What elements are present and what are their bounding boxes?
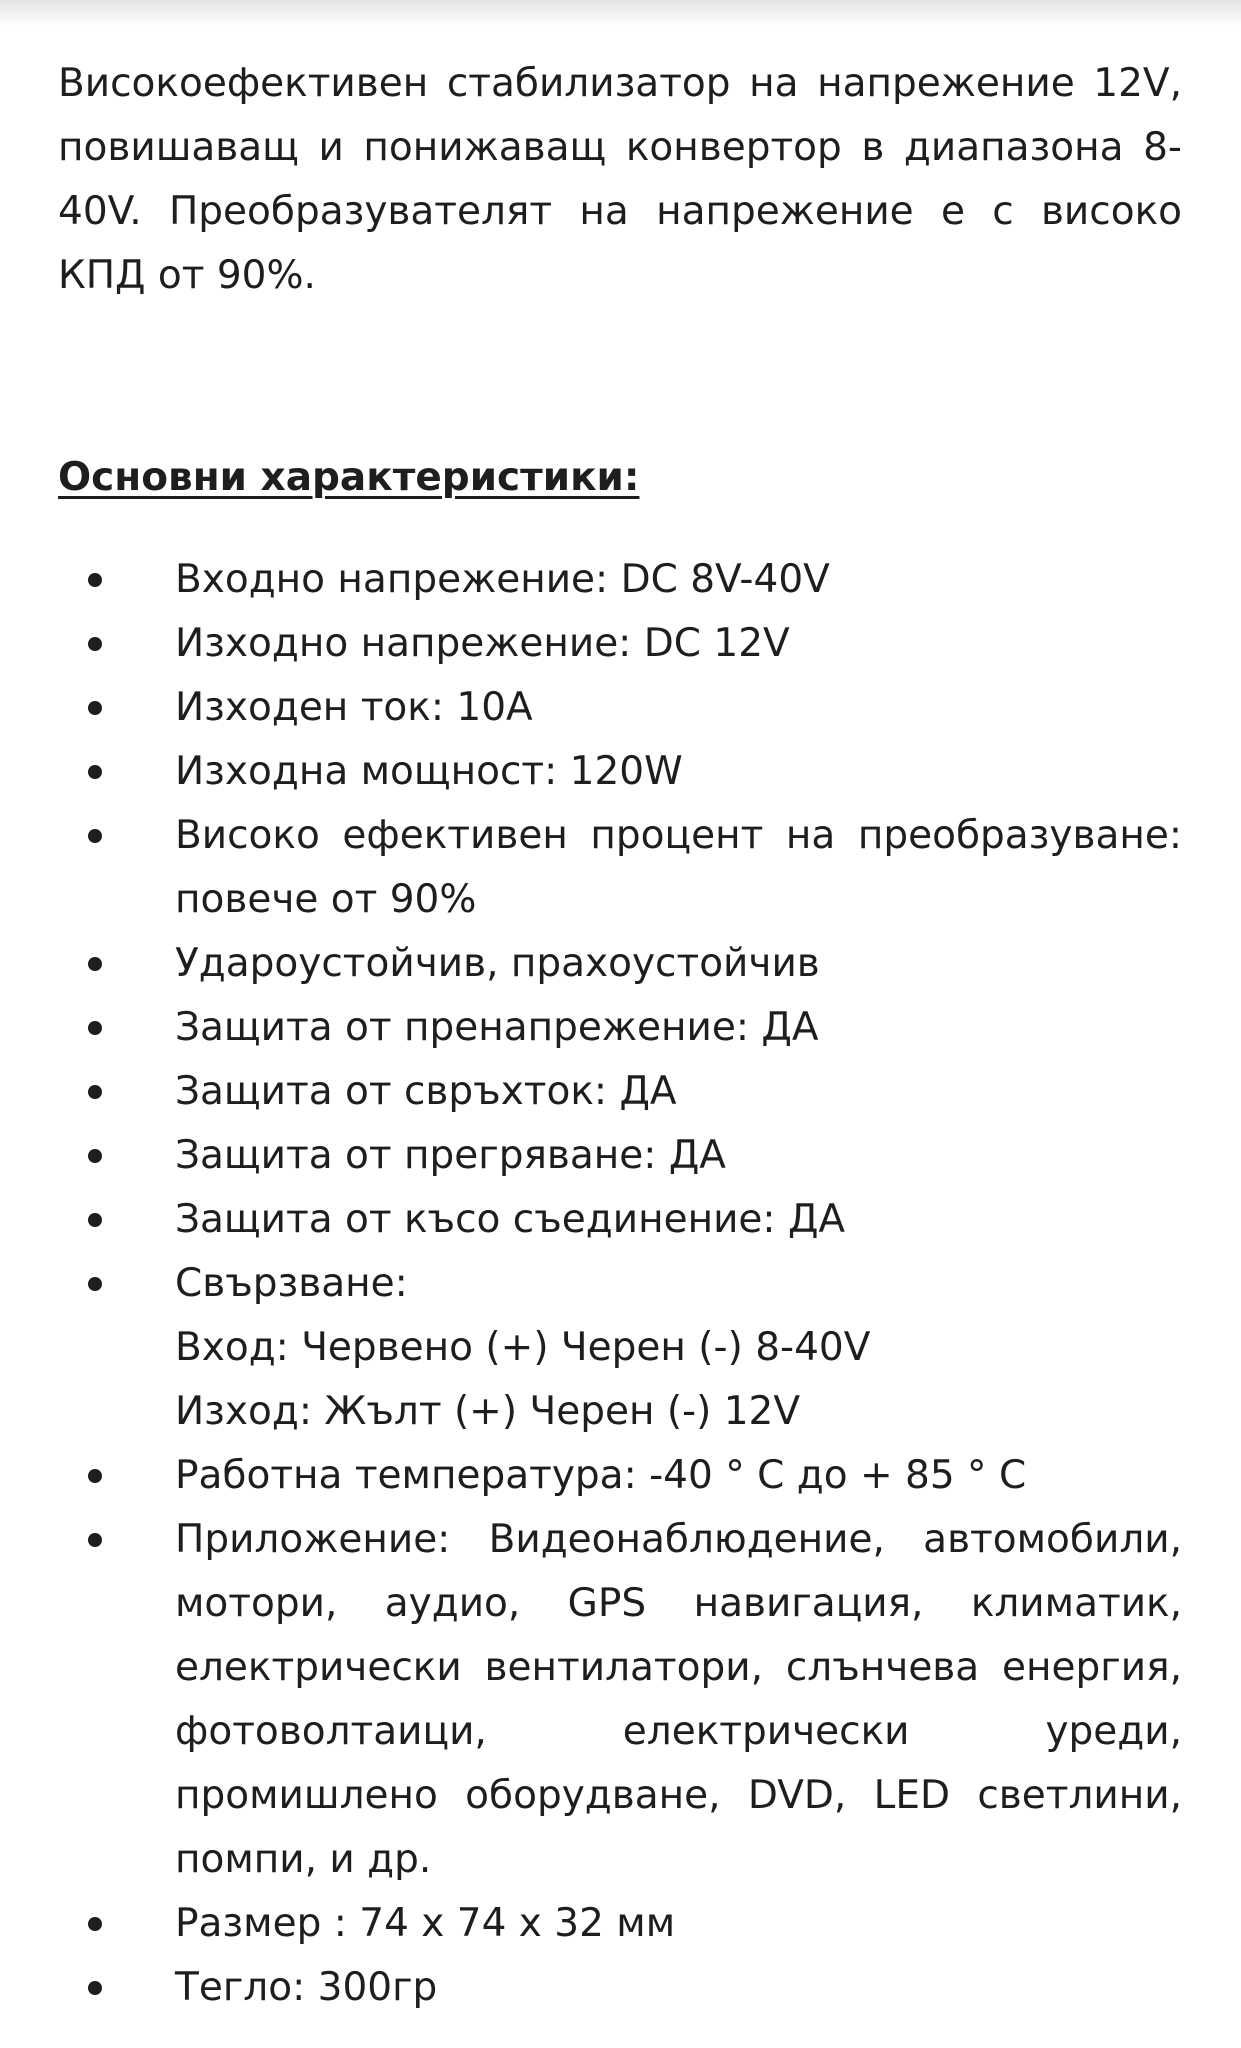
bullet-icon — [88, 829, 102, 843]
spec-text: Защита от късо съединение: ДА — [175, 1197, 846, 1242]
bullet-icon — [88, 1981, 102, 1995]
spec-text: Изходна мощност: 120W — [175, 749, 683, 794]
top-shadow — [0, 0, 1241, 26]
specs-list — [58, 548, 1182, 2020]
bullet-icon — [88, 1085, 102, 1099]
bullet-icon — [88, 1533, 102, 1547]
spec-overvoltage-protection — [175, 996, 1182, 1060]
spec-text: Тегло: 300гр — [175, 1965, 438, 2010]
bullet-icon — [88, 1917, 102, 1931]
spec-text: Удароустойчив, прахоустойчив — [175, 941, 820, 986]
bullet-icon — [88, 1021, 102, 1035]
spec-operating-temperature — [175, 1444, 1182, 1508]
spec-output-current — [175, 676, 1182, 740]
bullet-icon — [88, 637, 102, 651]
spec-text: Изходен ток: 10A — [175, 685, 533, 730]
spec-input-voltage — [175, 548, 1182, 612]
spec-text: Работна температура: -40 ° C до + 85 ° C — [175, 1453, 1027, 1498]
bullet-icon — [88, 1149, 102, 1163]
spec-short-circuit-protection — [175, 1188, 1182, 1252]
connection-input-line: Вход: Червено (+) Черен (-) 8-40V — [175, 1325, 871, 1370]
spec-text: Свързване: — [175, 1261, 408, 1306]
spec-output-power — [175, 740, 1182, 804]
specs-heading: Основни характеристики: — [58, 455, 640, 500]
bullet-icon — [88, 1277, 102, 1291]
spec-text: Защита от прегряване: ДА — [175, 1133, 726, 1178]
spec-text: Защита от свръхток: ДА — [175, 1069, 677, 1114]
spec-text: Входно напрежение: DC 8V-40V — [175, 557, 830, 602]
bullet-icon — [88, 1469, 102, 1483]
spec-overheat-protection — [175, 1124, 1182, 1188]
spec-connection — [175, 1252, 1182, 1444]
spec-shock-dust-proof — [175, 932, 1182, 996]
spec-text: Приложение: Видеонаблюдение, автомобили, мотори, аудио, GPS навигация, климатик, електрически вентилатори, слънчева енергия, фотоволтаици, електрически уреди, промишлено оборудване, DVD, LED светлини, помпи, и др. — [175, 1517, 1182, 1882]
spec-text: Високо ефективен процент на преобразуване: повече от 90% — [175, 813, 1182, 922]
bullet-icon — [88, 957, 102, 971]
spec-overcurrent-protection — [175, 1060, 1182, 1124]
spec-size — [175, 1892, 1182, 1956]
spec-text: Размер : 74 x 74 x 32 мм — [175, 1901, 676, 1946]
spec-text: Изходно напрежение: DC 12V — [175, 621, 790, 666]
intro-paragraph: Високоефективен стабилизатор на напрежение 12V, повишаващ и понижаващ конвертор в диапазона 8-40V. Преобразувателят на напрежение е с високо КПД от 90%. — [58, 61, 1182, 298]
spec-text: Защита от пренапрежение: ДА — [175, 1005, 819, 1050]
bullet-icon — [88, 701, 102, 715]
bullet-icon — [88, 765, 102, 779]
spec-efficiency — [175, 804, 1182, 932]
bullet-icon — [88, 573, 102, 587]
spec-output-voltage — [175, 612, 1182, 676]
spec-weight — [175, 1956, 1182, 2020]
spec-applications — [175, 1508, 1182, 1892]
product-description — [58, 52, 1182, 2020]
bullet-icon — [88, 1213, 102, 1227]
connection-output-line: Изход: Жълт (+) Черен (-) 12V — [175, 1389, 801, 1434]
